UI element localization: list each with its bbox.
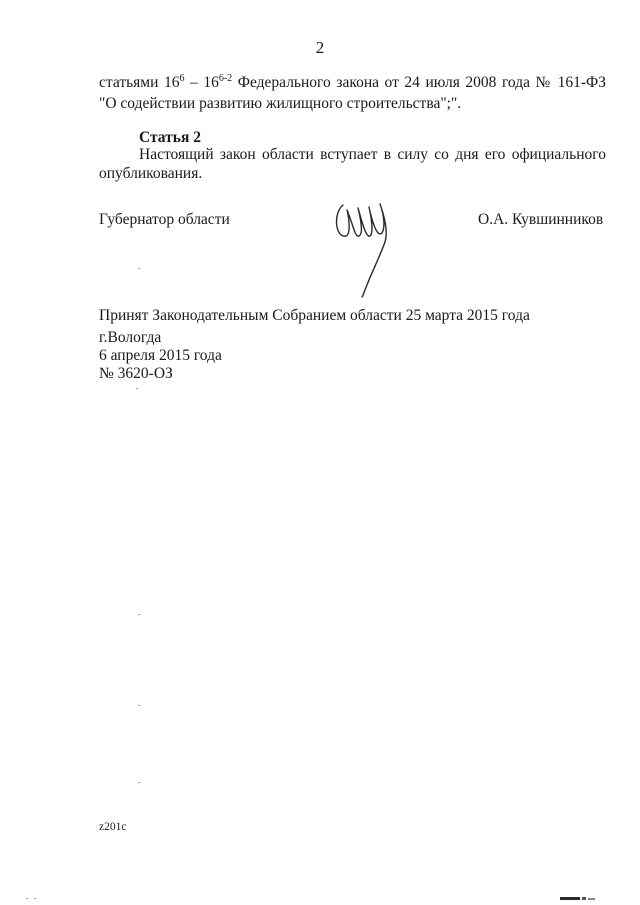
scan-edge-mark <box>560 896 596 902</box>
scan-speck <box>34 898 36 899</box>
scan-speck <box>26 898 28 899</box>
scan-speck <box>138 268 140 269</box>
superscript-1: 6 <box>179 73 185 84</box>
law-number: № 3620-ОЗ <box>99 365 173 382</box>
article-heading: Статья 2 <box>139 129 201 146</box>
article-text-line-2: опубликования. <box>99 165 203 182</box>
place: г.Вологда <box>99 329 162 346</box>
continuation-line-2: "О содействии развитию жилищного строительства";". <box>99 95 462 112</box>
scan-speck <box>138 614 140 615</box>
scan-speck <box>138 782 140 783</box>
continuation-line-1 <box>99 73 606 93</box>
adoption-note: Принят Законодательным Собранием области 25 марта 2015 года <box>99 307 530 324</box>
signing-date: 6 апреля 2015 года <box>99 347 222 364</box>
scan-speck <box>138 705 140 706</box>
handwritten-signature <box>330 196 400 298</box>
signatory-position: Губернатор области <box>99 211 230 228</box>
superscript-2: 6-2 <box>218 73 233 84</box>
signatory-name: О.А. Кувшинников <box>478 211 604 228</box>
continuation-prefix: статьями 16 <box>99 74 180 91</box>
article-text-line-1: Настоящий закон области вступает в силу со дня его официального <box>139 146 606 163</box>
continuation-suffix: Федерального закона от 24 июля 2008 года № 161-ФЗ <box>232 74 607 91</box>
continuation-dash: – 16 <box>184 74 219 91</box>
document-code: z201c <box>99 821 127 833</box>
page-number: 2 <box>315 38 325 57</box>
scan-speck <box>136 388 138 389</box>
